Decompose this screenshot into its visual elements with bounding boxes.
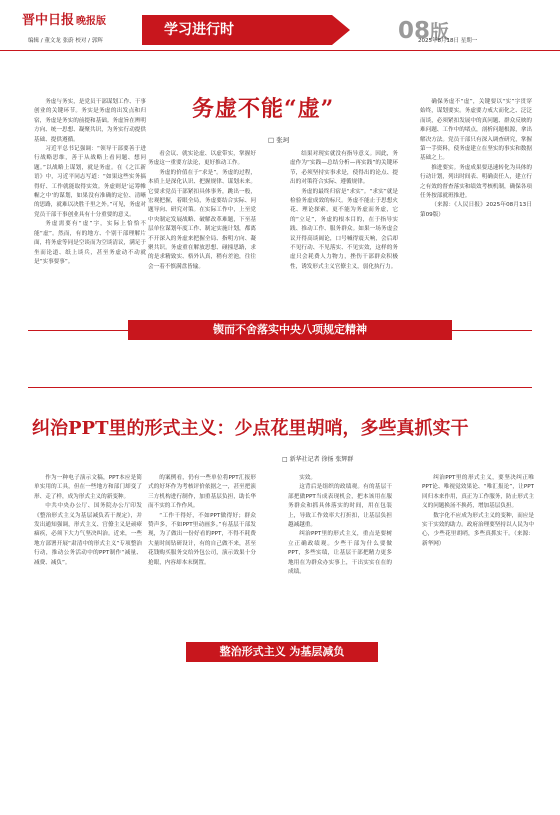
article1-column-2 — [148, 150, 256, 320]
paragraph: “工作干得好，不如PPT做得好；群众赞声多，不如PPT里动画多。”有基层干部发现，为了做出一份好看的PPT，不得不耗费大量时间钻研设计，有的自己做不来，甚至花钱购买服务交给外包公司，演示效果十分抢眼，内容却本末倒置。 — [148, 512, 256, 566]
paragraph: 结果对现实就没有指导意义。因此，务虚作为“实践—总结分析—再实践”的关键环节，必须坚持实事求是，使得出的论点、提出的对策符合实际、遵循规律。 — [290, 151, 398, 186]
article2-column-2 — [148, 474, 256, 624]
article2-title: 纠治PPT里的形式主义：少点花里胡哨，多些真抓实干 — [32, 418, 469, 439]
article1-column-4 — [420, 98, 532, 288]
paragraph: （来源：《人民日报》2025年08月13日 第09版） — [420, 202, 532, 218]
bottom-banner: 整治形式主义 为基层减负 — [186, 642, 378, 662]
paragraph: 作为一种电子演示文稿，PPT本应是简单实用的工具，但在一些地方和部门却变了形、走了样，成为形式主义的新变种。 — [34, 475, 142, 500]
logo-text: 晋中日报 — [22, 13, 75, 28]
article2-column-3 — [288, 474, 392, 624]
column-banner: 锲而不舍落实中央八项规定精神 — [128, 320, 452, 340]
paragraph: 实效。 — [299, 475, 316, 481]
header-divider — [0, 50, 560, 51]
editor-credits: 编辑 / 董文龙 张蔚 校对 / 郭辉 — [28, 38, 103, 44]
page-header — [0, 0, 560, 52]
paragraph: 务虚与务实，是党员干部谋划工作、干事创业的关键环节。务实是务虚的出发点和归宿，务虚是务实的前提和基础。务虚旨在辨明方向、统一思想、凝聚共识，为务实行动提供基础、提供遵循。 — [34, 99, 146, 143]
paragraph: 纠治PPT里的形式主义，要坚决纠正唯PPT论、唯视觉效果论、“唯汇报论”，让PPT回归本来作用，真正为工作服务，防止形式主义的问题换汤不换药，增加基层负担。 — [422, 475, 534, 510]
paragraph: 纠治PPT里的形式主义，重点是要树立正确政绩观。少些干部为什么要做PPT，多些实绩，让基层干部把精力更多地用在为群众办实事上，干出实实在在的成绩。 — [288, 531, 392, 576]
article1-column-3 — [290, 150, 398, 320]
article1-author: □ 张珂 — [268, 136, 290, 144]
article2-author: □ 新华社记者 徐扬 张辉群 — [282, 456, 354, 463]
paragraph: 的案例看，仍有一些单位将PPT汇报形式的好坏作为考核评价依据之一，甚至把演三方机构进行制作，加重基层负担，助长华而不实的工作作风。 — [148, 475, 256, 510]
logo-subtitle: 晚报版 — [76, 16, 107, 27]
paragraph: 数字化不应成为形式主义的变种，而应是实干实效的助力。政府治理要坚持以人民为中心，少些花里胡哨，多些真抓实干。（来源：新华网） — [422, 512, 534, 547]
section-title: 学习进行时 — [142, 15, 332, 45]
paragraph: 确保务虚不“虚”，关键要以“实”字贯穿始终，谋划要实。务虚要力戒大而化之、泛泛而谈，必须紧扣发展中的真问题、群众反映的难问题、工作中的堵点，剖析问题根源，拿出解决方法。党员干部只有深入调查研究，掌握第一手资料，使务虚建立在坚实的事实和数据基础之上。 — [420, 99, 532, 162]
section-divider — [28, 387, 532, 388]
article2-column-4 — [422, 474, 534, 624]
page-number-unit: 版 — [430, 21, 450, 43]
article1-title: 务虚不能“虚” — [192, 96, 335, 122]
paragraph: 习近平总书记强调：“领导干部要善于进行战略思维，善于从战略上看问题、想问题。”以战略上谋划，就是务虚。在《之江新语》中，习近平同志写道：“如果这些实务搞得好、工作就能取得实效。务虚则是‘运筹帷幄之中’的谋划，如果没有准确的定位、清晰的思路，就难以决胜千里之外。”可见，务虚对党员干部干事创业具有十分重要的意义。 — [34, 146, 146, 218]
paragraph: 推进要实。务虚成果要迅速转化为具体的行动计划，列出时间表、明确责任人，建立行之有效的督查落实和绩效考核机制，确保各项任务按部就班推进。 — [420, 164, 532, 200]
article2-column-1 — [34, 474, 142, 624]
paragraph: 务虚需要有“虚”字，实际上恰恰不能“虚”。然而，有的地方、个别干部理解片面，将务虚等同是空谈而为空谈清议，满足于坐而论道、纸上谈兵，甚至务虚动不动就是“实事要事”。 — [34, 221, 146, 265]
paragraph: 中共中央办公厅、国务院办公厅印发《整治形式主义为基层减负若干规定》，并发出通知强调，形式主义、官僚主义是顽瘴痼疾，必须下大力气坚决纠治。近来，一些地方部署开展“肃清中的形式主义”专项整治行动，推动公务活动中的PPT制作“减量、减费、减负”。 — [34, 503, 142, 566]
paragraph: 这背后是组织的政绩观。有的基层干部把做PPT当成表现机会，把本该用在服务群众和抓具体落实的时间，用在包装上，导致工作效率大打折扣，让基层负担越减越重。 — [288, 484, 392, 529]
paragraph: 看会议、就实论虚、以虚带实，掌握好务虚这一重要方法论，更好推动工作。 — [148, 151, 256, 167]
issue-date: 2025年8月18日 星期一 — [418, 38, 478, 44]
article1-column-1 — [34, 98, 146, 298]
paragraph: 务虚的最终归宿是“求实”。“求实”就是检验务虚成效的标尺。务虚不能止于思想火花、理论探索，更不能为务虚而务虚，它的“立足”，务虚的根本目的，在于指导实践、推动工作、服务群众。如果一场务虚会议开得高谈阔论，口号喊得震天响，会后却不见行动、不见落实、不见实效，这样的务虚只会耗费人力物力，挫伤干部群众积极性，诱发形式主义官僚主义，弱化执行力。 — [290, 188, 398, 270]
newspaper-logo — [22, 9, 106, 28]
page-number-value: 08 — [398, 18, 431, 44]
paragraph: 务虚的价值在于“求是”。务虚的过程，本质上是深化认识、把握规律、谋划未来。它要求党员干部紧扣具体事务，跳出一般，宏观把握，着眼全局，务虚要结合实际、问题导向、研究对策。在实际工作中，上至党中央制定发展战略、破解改革难题，下至基层单位谋划年度工作、制定实施计划，都离不开深入的务虚来把握全局、指明方向、凝聚共识。务虚重在解放思想、碰撞思路，求的是求精致实、格外认真，稍有差池，往往会一着不慎满盘皆输。 — [148, 169, 256, 270]
